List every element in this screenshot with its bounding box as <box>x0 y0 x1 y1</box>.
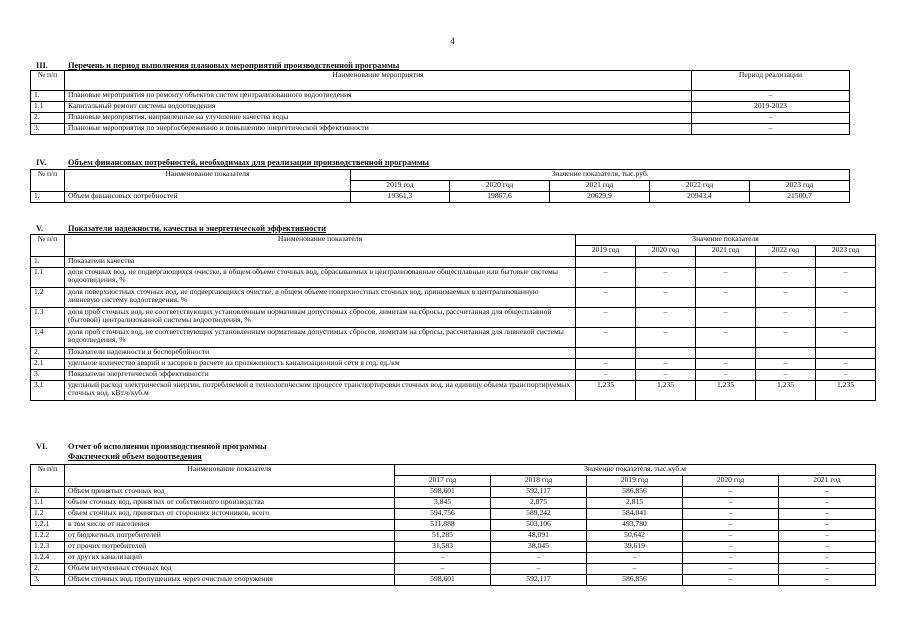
table-row: 1. Показатели качества <box>31 257 876 268</box>
header-num: № п/п <box>31 71 65 91</box>
header-value: Значение показателя <box>576 235 876 246</box>
table-row: 1.2 объем сточных вод, принятых от сторонних источников, всего 594,756 589,242 584,041 – – <box>31 509 876 520</box>
year-header: 2019 год <box>351 181 450 192</box>
table-row: 1.1 доля сточных вод, не подвергающихся очистке, в общем объеме сточных вод, сбрасываемых в централизованные общесплавные или бытовые системы водоотведения, % – – – – – <box>31 268 876 288</box>
table-row: 3. Объем сточных вод, пропущенных через очистные сооружения 598,601 592,117 586,856 – – <box>31 575 876 586</box>
section-5-title <box>36 224 326 233</box>
table-row: 1. Плановые мероприятия по ремонту объектов систем централизованного водоотведения – <box>31 91 850 102</box>
header-value: Значение показателя, тыс.руб. <box>351 170 850 181</box>
section-3-title <box>36 61 399 70</box>
header-name: Наименование показателя <box>65 235 576 257</box>
table-row: 1.1 объем сточных вод, принятых от собственного производства 3,845 2,875 2,815 – – <box>31 498 876 509</box>
table-row: 1. Объем финансовых потребностей 19361,3 19867,6 20629,9 20943,4 21500,7 <box>31 192 850 203</box>
section-heading: Объем финансовых потребностей, необходимых для реализации производственной программы <box>68 158 430 167</box>
table-row: 3.1 удельный расход электрической энергии, потребляемой в технологическом процессе транспортировки сточных вод, на единицу объема транспортируемых сточных вод, кВт.ч/куб.м 1,235 1,235 1,235 1,235 1,235 <box>31 381 876 401</box>
year-header: 2019 год <box>587 476 683 487</box>
table-row: 2. Показатели надежности и бесперебойности <box>31 348 876 359</box>
header-value: Значение показателя, тыс.куб.м <box>395 465 876 476</box>
section-4-title <box>36 158 429 167</box>
year-header: 2018 год <box>491 476 587 487</box>
table-row: 1.2.1 в том числе от населения 511,888 503,106 493,780 – – <box>31 520 876 531</box>
header-num: № п/п <box>31 465 65 487</box>
table-row: 2. Объем неучтенных сточных вод – – – – – <box>31 564 876 575</box>
year-header: 2020 год <box>450 181 550 192</box>
table-row: 3. Плановые мероприятия по энергосбережению и повышению энергетической эффективности – <box>31 124 850 135</box>
section-subheading: Фактический объем водоотведения <box>68 452 202 461</box>
section-heading: Отчет об исполнении производственной программы <box>68 442 267 451</box>
header-num: № п/п <box>31 235 65 257</box>
header-period: Период реализации <box>692 71 850 91</box>
section-6-title <box>36 442 267 451</box>
section-heading: Перечень и период выполнения плановых мероприятий производственной программы <box>68 61 400 70</box>
year-header: 2021 год <box>550 181 650 192</box>
table-wastewater-volume <box>30 464 876 586</box>
table-row: 1. Объем принятых сточных вод 598,601 592,117 586,856 – – <box>31 487 876 498</box>
section-number: V. <box>36 224 44 233</box>
year-header: 2020 год <box>683 476 779 487</box>
section-number: III. <box>36 61 48 70</box>
header-name: Наименование показателя <box>65 465 395 487</box>
page-number: 4 <box>450 36 455 46</box>
section-number: IV. <box>36 158 47 167</box>
year-header: 2022 год <box>650 181 750 192</box>
section-number: VI. <box>36 442 48 451</box>
section-heading: Показатели надежности, качества и энергетической эффективности <box>68 224 326 233</box>
table-row: 1.1 Капитальный ремонт системы водоотведения 2019-2023 <box>31 102 850 113</box>
header-name: Наименование показателя <box>65 170 351 192</box>
year-header: 2023 год <box>816 246 876 257</box>
table-row: 2. Плановые мероприятия, направленные на улучшение качества воды – <box>31 113 850 124</box>
table-row: 1.2.3 от прочих потребителей 31,583 38,045 39,619 – – <box>31 542 876 553</box>
header-name: Наименование мероприятия <box>65 71 692 91</box>
year-header: 2017 год <box>395 476 491 487</box>
section-6-subtitle <box>68 452 202 461</box>
table-indicators <box>30 234 876 401</box>
table-row: 2.1 удельное количество аварий и засоров в расчете на протяженность канализационной сети в год, ед./км – – – – – <box>31 359 876 370</box>
year-header: 2021 год <box>696 246 756 257</box>
year-header: 2021 год <box>779 476 876 487</box>
table-row: 1.2.2 от бюджетных потребителей 51,285 48,091 50,642 – – <box>31 531 876 542</box>
year-header: 2022 год <box>756 246 816 257</box>
header-num: № п/п <box>31 170 65 192</box>
table-planned-measures <box>30 70 850 135</box>
table-row: 1.2 доля поверхностных сточных вод, не подвергающихся очистке, в общем объеме поверхностных сточных вод, принимаемых в централизованную ливневую систему водоотведения, % – – – – – <box>31 288 876 308</box>
table-row: 1.3 доля проб сточных вод, не соответствующих установленным нормативам допустимых сбросов, лимитам на сбросы, рассчитанная для общесплавной (бытовой) централизованной системы водоотведения, % – – – – – <box>31 308 876 328</box>
table-row: 1.2.4 от других канализаций – – – – – <box>31 553 876 564</box>
table-financial-needs <box>30 169 850 203</box>
year-header: 2020 год <box>636 246 696 257</box>
table-row: 3. Показатели энергетической эффективности – – – – – <box>31 370 876 381</box>
table-row: 1.4 доля проб сточных вод, не соответствующих установленным нормативам допустимых сбросов, лимитам на сбросы, рассчитанная для ливневой системы водоотведения, % – – – – – <box>31 328 876 348</box>
year-header: 2019 год <box>576 246 636 257</box>
year-header: 2023 год <box>750 181 850 192</box>
